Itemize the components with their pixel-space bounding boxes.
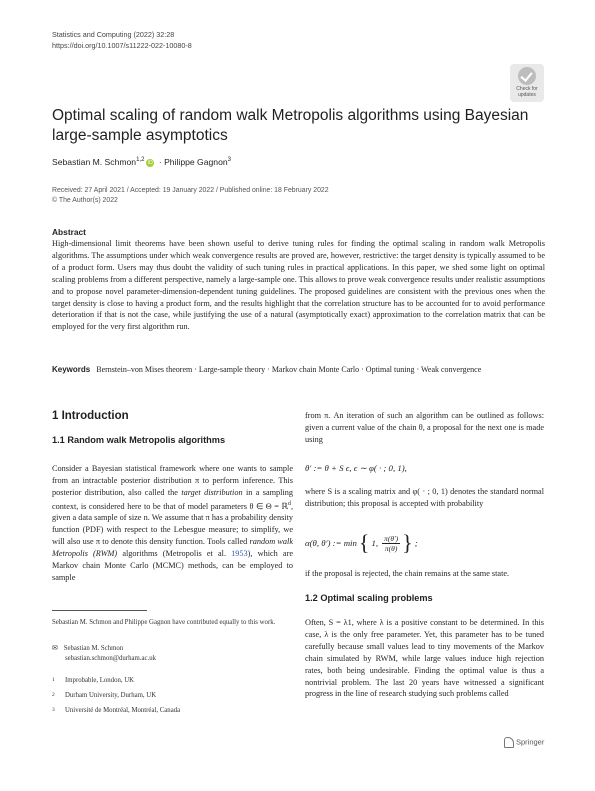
check-line1: Check for (516, 86, 538, 92)
left-brace: { (358, 530, 370, 555)
right-brace: } (402, 530, 413, 555)
affiliation (52, 707, 180, 714)
abstract-text: High-dimensional limit theorems have been shown useful to derive tuning rules for finding the optimal scaling in random walk Metropolis algorithms. The assumptions under which weak convergence results are proved are, however, restrictive: the target density is typically assumed to be of a product form. Users may thus doubt the validity of such tuning rules in practical applications. In this paper, we shed some light on optimal scaling problems from a different perspective, namely a large-sample one. This allows to prove weak convergence results under realistic assumptions and to propose novel parameter-dimension-dependent tuning guidelines. The proposed guidelines are consistent with the previous ones when the target density is close to having a product form, and the results highlight that the correlation structure has to be accounted for to avoid performance deterioration if that is not the case, while justifying the use of a natural (asymptotically exact) approximation to the correlation matrix that can be employed for the very first algorithm run. (52, 239, 545, 332)
contact-name: Sebastian M. Schmon (63, 645, 124, 652)
paper-title: Optimal scaling of random walk Metropolis algorithms using Bayesian large-sample asymptotics (52, 107, 529, 144)
body-paragraph (52, 463, 293, 584)
subsection-heading: 1.1 Random walk Metropolis algorithms (52, 435, 226, 445)
springer-horse-icon (504, 737, 514, 748)
text-run: Consider a Bayesian statistical framework where one wants to sample from an intractable posterior distribution π to perform inference. This posterior distribution, also called the (52, 464, 293, 497)
author-name[interactable]: Philippe Gagnon (164, 157, 228, 167)
text-run: in a sampling context, is considered here to be that of model parameters θ ∈ Θ = ℝ (52, 487, 294, 511)
text-run: d (287, 500, 291, 507)
citation-link[interactable]: 1953 (231, 549, 248, 559)
affiliation-text: Durham University, Durham, UK (65, 692, 157, 699)
author-name[interactable]: Sebastian M. Schmon (52, 157, 137, 167)
affiliation-marker: 1,2 (136, 157, 145, 164)
publisher-logo (504, 737, 544, 748)
text-run: ), which are Markov chain Monte Carlo (MCMC) methods, can be employed to sample (52, 549, 293, 582)
equation-part: 1, (371, 538, 379, 548)
checkmark-icon (518, 67, 536, 85)
journal-header (52, 30, 192, 51)
affiliation (52, 692, 156, 699)
body-paragraph: where S is a scaling matrix and φ( · ; 0, 1) denotes the standard normal distribution; this proposal is accepted with probability (305, 487, 544, 508)
envelope-icon: ✉ (52, 645, 58, 652)
body-paragraph: from π. An iteration of such an algorithm can be outlined as follows: given a current value of the chain θ, a proposal for the next one is made using (305, 411, 544, 444)
body-paragraph: Often, S = λ1, where λ is a positive constant to be determined. In this case, λ is the only free parameter. Yet, this parameter has to be tuned carefully because small values lead to tiny movements of the Markov chain simulated by RWM, while large values induce high rejection rates, both being undesirable. Finding the optimal value is thus a nontrivial problem. The last 20 years have witnessed a significant progress in the line of research studying such problems called (305, 618, 544, 699)
corresponding-author (52, 644, 156, 664)
section-heading: 1 Introduction (52, 410, 129, 422)
history-line: Received: 27 April 2021 / Accepted: 19 January 2022 / Published online: 18 February 2022 (52, 187, 329, 194)
equation-proposal: θ′ := θ + S ϵ, ϵ ∼ φ( · ; 0, 1), (305, 463, 407, 473)
equal-contribution-note: Sebastian M. Schmon and Philippe Gagnon have contributed equally to this work. (52, 619, 276, 626)
fraction (382, 534, 400, 553)
text-run: , given a data sample of size n. We assume that π has a probability density function (PDF) with respect to the Lebesgue measure; to simplify, we will also use π to denote this density function. Tools called (52, 501, 293, 547)
affiliation (52, 677, 134, 684)
abstract-heading: Abstract (52, 227, 86, 237)
subsection-heading: 1.2 Optimal scaling problems (305, 593, 433, 603)
equation-part: α(θ, θ′) := min (305, 538, 357, 548)
keywords-text: Bernstein–von Mises theorem · Large-sample theory · Markov chain Monte Carlo · Optimal tuning · Weak convergence (96, 365, 482, 374)
equation-acceptance (305, 532, 418, 554)
affiliation-number: 2 (52, 692, 55, 698)
author-separator: · (158, 157, 162, 167)
doi-link[interactable]: https://doi.org/10.1007/s11222-022-10080-8 (52, 40, 192, 50)
journal-citation: Statistics and Computing (2022) 32:28 (52, 30, 175, 39)
text-run: target distribution (181, 487, 243, 497)
keywords-label: Keywords (52, 365, 91, 374)
equation-part: ; (414, 538, 418, 548)
fraction-numerator: π(θ′) (384, 533, 399, 543)
orcid-icon[interactable]: iD (148, 159, 153, 166)
text-run: random walk Metropolis (RWM) (52, 537, 293, 559)
body-paragraph: if the proposal is rejected, the chain remains at the same state. (305, 569, 510, 578)
contact-email[interactable]: sebastian.schmon@durham.ac.uk (65, 654, 157, 662)
publisher-name: Springer (516, 737, 545, 747)
affiliation-text: Improbable, London, UK (65, 677, 135, 684)
check-line2: updates (518, 92, 536, 98)
affiliation-number: 3 (52, 707, 55, 713)
check-for-updates-badge[interactable] (510, 64, 544, 102)
fraction-denominator: π(θ) (384, 543, 398, 553)
keywords (52, 364, 545, 375)
publication-dates (52, 186, 329, 205)
affiliation-number: 1 (52, 677, 55, 683)
footnote-rule (52, 610, 147, 611)
copyright-line: © The Author(s) 2022 (52, 196, 118, 204)
text-run: algorithms (Metropolis et al. (117, 549, 232, 559)
affiliation-text: Université de Montréal, Montréal, Canada (65, 707, 181, 714)
affiliation-marker: 3 (227, 157, 231, 164)
author-list (52, 157, 231, 167)
